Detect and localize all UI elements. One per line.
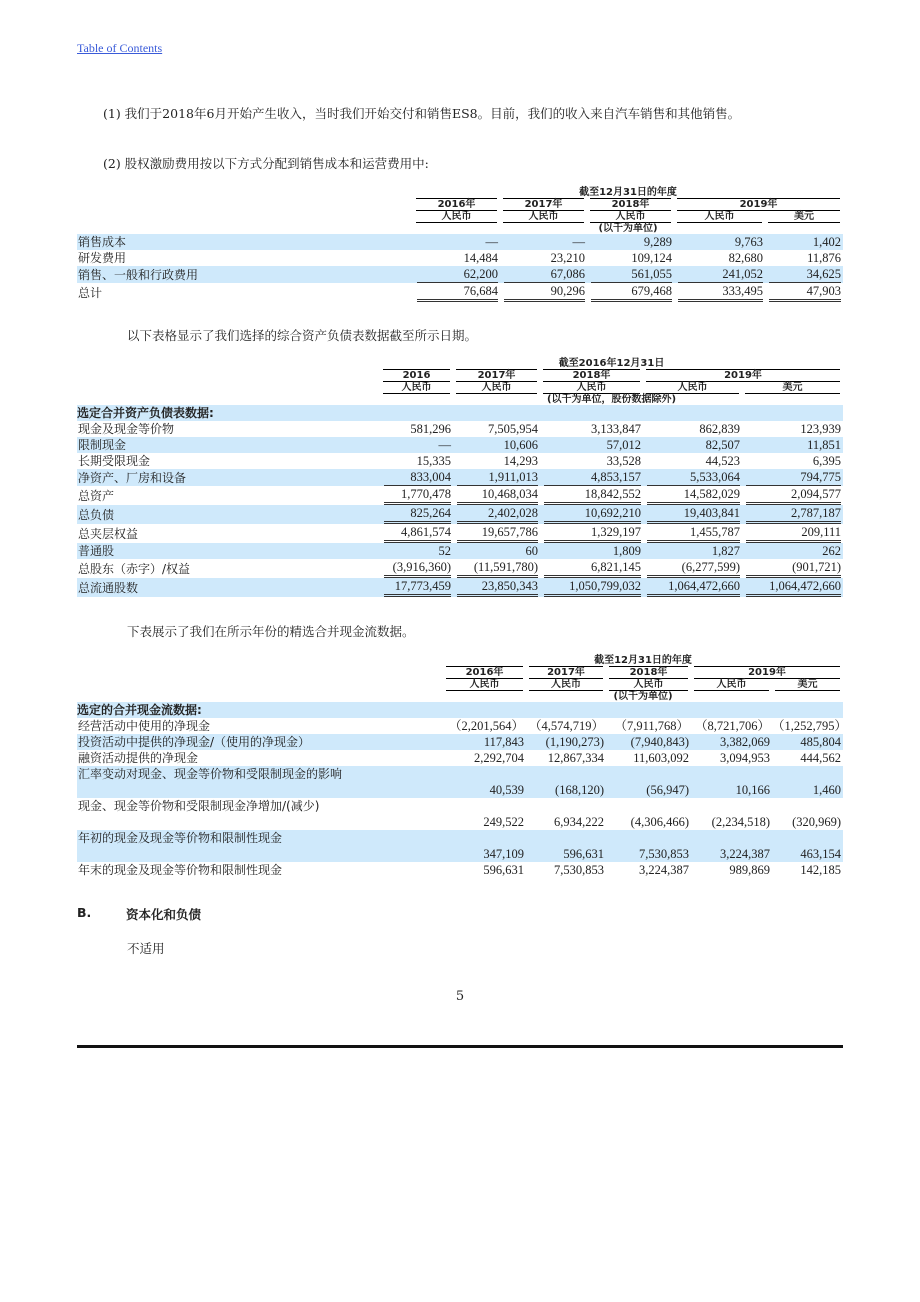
table-row: 销售成本 — — 9,289 9,763 1,402 bbox=[78, 235, 842, 249]
table-row: 总资产 1,770,478 10,468,034 18,842,552 14,582,029 2,094,577 bbox=[77, 486, 843, 505]
table-row: 年初的现金及现金等价物和限制性现金 347,109 596,631 7,530,853 3,224,387 463,154 bbox=[78, 831, 842, 861]
table-row: 总股东（赤字）/权益 (3,916,360) (11,591,780) 6,821,145 (6,277,599) (901,721) bbox=[77, 559, 843, 578]
table-row: 销售、一般和行政费用 62,200 67,086 561,055 241,052 34,625 bbox=[78, 267, 842, 282]
currency-header: 人民币 bbox=[677, 211, 762, 223]
currency-header: 人民币 bbox=[529, 679, 603, 691]
currency-header: 人民币 bbox=[590, 211, 671, 223]
table-row: 总夹层权益 4,861,574 19,657,786 1,329,197 1,455,787 209,111 bbox=[77, 524, 843, 543]
year-header: 2018年 bbox=[609, 666, 688, 679]
period-header: 截至12月31日的年度 bbox=[594, 655, 692, 666]
table-row: 总负债 825,264 2,402,028 10,692,210 19,403,841 2,787,187 bbox=[77, 505, 843, 524]
table-row: 融资活动提供的净现金 2,292,704 12,867,334 11,603,092 3,094,953 444,562 bbox=[78, 751, 842, 765]
table-row: 净资产、厂房和设备 833,004 1,911,013 4,853,157 5,533,064 794,775 bbox=[78, 470, 842, 485]
year-header: 2017年 bbox=[529, 666, 603, 679]
year-header: 2016年 bbox=[446, 666, 523, 679]
year-header: 2017年 bbox=[503, 198, 584, 211]
table-row: 经营活动中使用的净现金 （2,201,564） （4,574,719） （7,911,768） （8,721,706） （1,252,795） bbox=[78, 719, 848, 733]
currency-header: 人民币 bbox=[694, 679, 769, 691]
table-row: 限制现金 — 10,606 57,012 82,507 11,851 bbox=[78, 438, 842, 452]
cash-flow-intro: 下表展示了我们在所示年份的精选合并现金流数据。 bbox=[127, 624, 415, 639]
page-divider bbox=[77, 1045, 843, 1048]
currency-header: 美元 bbox=[775, 679, 840, 691]
period-header: 截至2016年12月31日 bbox=[558, 358, 665, 369]
currency-header: 美元 bbox=[745, 382, 840, 394]
currency-header: 人民币 bbox=[609, 679, 688, 691]
table-row: 现金、现金等价物和受限制现金净增加/(减少) 249,522 6,934,222 (4,306,466) (2,234,518) (320,969) bbox=[78, 799, 842, 829]
table-row: 汇率变动对现金、现金等价物和受限制现金的影响 40,539 (168,120) (56,947) 10,166 1,460 bbox=[78, 767, 842, 797]
year-header: 2016 bbox=[383, 369, 450, 382]
balance-sheet-table bbox=[77, 358, 843, 597]
unit-header: (以千为单位) bbox=[613, 691, 673, 702]
page-number: 5 bbox=[455, 989, 465, 1004]
currency-header: 人民币 bbox=[416, 211, 497, 223]
cash-flow-table bbox=[77, 655, 848, 878]
footnote-2: (2) 股权激励费用按以下方式分配到销售成本和运营费用中: bbox=[103, 156, 429, 171]
year-header: 2018年 bbox=[590, 198, 671, 211]
balance-sheet-intro: 以下表格显示了我们选择的综合资产负债表数据截至所示日期。 bbox=[127, 328, 478, 343]
table-row: 年末的现金及现金等价物和限制性现金 596,631 7,530,853 3,224,387 989,869 142,185 bbox=[78, 863, 842, 877]
currency-header: 人民币 bbox=[383, 382, 450, 394]
section-b-title: 资本化和负债 bbox=[126, 907, 202, 922]
unit-header: (以千为单位) bbox=[598, 223, 658, 234]
table-row: 总计 76,684 90,296 679,468 333,495 47,903 bbox=[77, 283, 843, 302]
year-header: 2019年 bbox=[646, 369, 840, 382]
currency-header: 人民币 bbox=[446, 679, 523, 691]
table-row: 总流通股数 17,773,459 23,850,343 1,050,799,032 1,064,472,660 1,064,472,660 bbox=[77, 578, 843, 597]
table-row: 普通股 52 60 1,809 1,827 262 bbox=[78, 544, 842, 558]
table-row: 研发费用 14,484 23,210 109,124 82,680 11,876 bbox=[78, 251, 842, 265]
footnote-1: (1) 我们于2018年6月开始产生收入，当时我们开始交付和销售ES8。目前，我们的收入来自汽车销售和其他销售。 bbox=[103, 106, 741, 121]
year-header: 2019年 bbox=[677, 198, 840, 211]
table-row: 长期受限现金 15,335 14,293 33,528 44,523 6,395 bbox=[78, 454, 842, 468]
currency-header: 人民币 bbox=[503, 211, 584, 223]
table-of-contents-link[interactable]: Table of Contents bbox=[77, 41, 163, 55]
stock-compensation-table bbox=[77, 187, 843, 302]
year-header: 2016年 bbox=[416, 198, 497, 211]
table-row: 投资活动中提供的净现金/（使用的净现金） 117,843 (1,190,273) (7,940,843) 3,382,069 485,804 bbox=[78, 735, 842, 749]
currency-header: 人民币 bbox=[456, 382, 537, 394]
currency-header: 人民币 bbox=[543, 382, 640, 394]
table-row: 现金及现金等价物 581,296 7,505,954 3,133,847 862,839 123,939 bbox=[78, 422, 842, 436]
currency-header: 美元 bbox=[768, 211, 840, 223]
section-b-letter: B. bbox=[77, 905, 92, 920]
section-heading: 选定的合并现金流数据: bbox=[77, 702, 843, 718]
year-header: 2019年 bbox=[694, 666, 840, 679]
period-header: 截至12月31日的年度 bbox=[579, 187, 677, 198]
section-heading: 选定合并资产负债表数据: bbox=[77, 405, 843, 421]
unit-header: (以千为单位，股份数据除外) bbox=[546, 394, 677, 405]
not-applicable-text: 不适用 bbox=[127, 941, 165, 956]
year-header: 2018年 bbox=[543, 369, 640, 382]
currency-header: 人民币 bbox=[646, 382, 739, 394]
year-header: 2017年 bbox=[456, 369, 537, 382]
